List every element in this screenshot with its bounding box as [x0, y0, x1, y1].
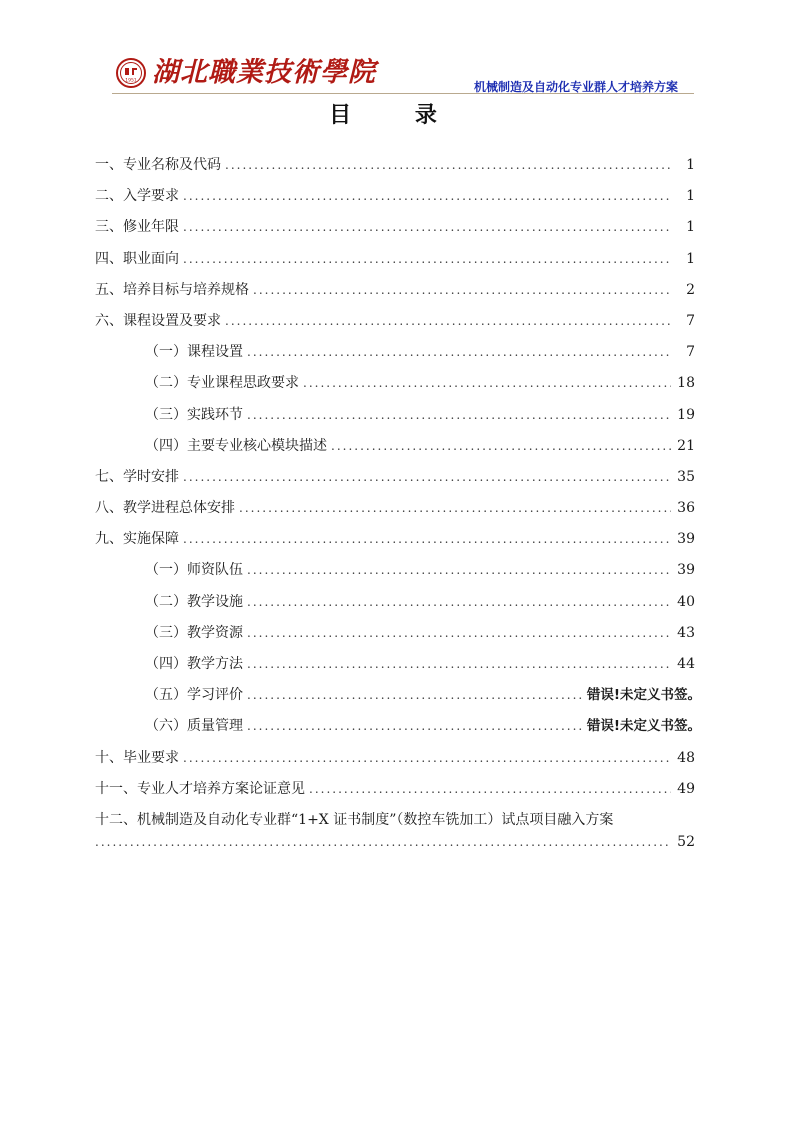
dot-leader	[225, 306, 671, 337]
toc-entry-page: 1	[686, 157, 695, 173]
toc-subentry-9-2[interactable]	[95, 587, 701, 618]
toc-entry-6[interactable]	[95, 306, 701, 337]
toc-entry-page-error: 错误!未定义书签。	[586, 687, 701, 704]
toc-entry-label: （一）课程设置	[145, 344, 243, 361]
toc-subentry-9-5[interactable]	[95, 680, 701, 711]
toc-entry-page: 52	[677, 833, 695, 850]
toc-entry-1[interactable]	[95, 150, 701, 181]
dot-leader	[225, 150, 671, 181]
toc-entry-label: 四、职业面向	[95, 250, 179, 267]
dot-leader	[183, 743, 671, 774]
toc-subentry-6-1[interactable]	[95, 337, 701, 368]
toc-entry-label: （三）实践环节	[145, 406, 243, 423]
dot-leader	[183, 244, 671, 275]
toc-entry-page: 7	[686, 312, 695, 329]
toc-entry-page-error: 错误!未定义书签。	[586, 718, 701, 735]
dot-leader	[95, 831, 671, 853]
toc-entry-label: 五、培养目标与培养规格	[95, 281, 249, 298]
dot-leader	[331, 431, 671, 462]
toc-entry-page: 21	[677, 437, 695, 454]
toc-subentry-9-3[interactable]	[95, 618, 701, 649]
dot-leader	[247, 711, 583, 742]
toc-entry-page: 39	[677, 562, 695, 579]
toc-entry-label: 三、修业年限	[95, 219, 179, 236]
dot-leader	[247, 680, 583, 711]
toc-entry-page: 1	[686, 250, 695, 267]
toc-entry-label: （一）师资队伍	[145, 562, 243, 579]
school-name-logo: 湖北職業技術學院	[152, 57, 376, 88]
toc-entry-page: 1	[686, 188, 695, 205]
dot-leader	[303, 368, 671, 399]
dot-leader	[247, 587, 671, 618]
dot-leader	[183, 462, 671, 493]
toc-subentry-9-1[interactable]	[95, 555, 701, 586]
toc-entry-label: 六、课程设置及要求	[95, 312, 221, 329]
toc-subentry-6-2[interactable]	[95, 368, 701, 399]
toc-entry-page: 19	[677, 406, 695, 423]
toc-entry-10[interactable]	[95, 743, 701, 774]
toc-entry-page: 40	[677, 593, 695, 610]
dot-leader	[183, 524, 671, 555]
toc-entry-label: 十一、专业人才培养方案论证意见	[95, 780, 305, 797]
toc-entry-label: 八、教学进程总体安排	[95, 500, 235, 517]
toc-entry-label: （二）教学设施	[145, 593, 243, 610]
toc-entry-label: （四）主要专业核心模块描述	[145, 437, 327, 454]
toc-entry-9[interactable]	[95, 524, 701, 555]
toc-entry-page: 18	[677, 375, 695, 392]
toc-entry-label: 十二、机械制造及自动化专业群“1+X 证书制度”（数控车铣加工）试点项目融入方案	[95, 811, 614, 828]
toc-entry-label: 一、专业名称及代码	[95, 157, 221, 173]
seal-year: 1951	[125, 78, 137, 84]
toc-entry-label: （二）专业课程思政要求	[145, 375, 299, 392]
toc-entry-11[interactable]	[95, 774, 701, 805]
toc-entry-page: 36	[677, 500, 695, 517]
dot-leader	[247, 649, 671, 680]
dot-leader	[247, 618, 671, 649]
toc-entry-label: 二、入学要求	[95, 188, 179, 205]
dot-leader	[247, 555, 671, 586]
toc-entry-label: 九、实施保障	[95, 531, 179, 548]
dot-leader	[247, 337, 671, 368]
toc-entry-page: 43	[677, 624, 695, 641]
toc-entry-4[interactable]	[95, 244, 701, 275]
toc-entry-label: （四）教学方法	[145, 656, 243, 672]
toc-entry-page: 35	[677, 468, 695, 485]
toc-entry-page: 49	[677, 780, 695, 797]
toc-title: 目 录	[329, 103, 465, 128]
toc-entry-label: 七、学时安排	[95, 468, 179, 485]
toc-entry-5[interactable]	[95, 275, 701, 306]
toc-entry-page: 7	[686, 344, 695, 361]
toc-entry-8[interactable]	[95, 493, 701, 524]
toc-entry-page: 1	[686, 219, 695, 236]
toc-entry-12[interactable]	[95, 805, 701, 853]
table-of-contents	[95, 150, 701, 853]
toc-entry-label: （五）学习评价	[145, 687, 243, 704]
toc-entry-label: （六）质量管理	[145, 718, 243, 735]
toc-entry-3[interactable]	[95, 212, 701, 243]
school-seal-icon	[116, 58, 146, 88]
toc-subentry-6-4[interactable]	[95, 431, 701, 462]
toc-entry-label: （三）教学资源	[145, 624, 243, 641]
toc-entry-2[interactable]	[95, 181, 701, 212]
dot-leader	[183, 212, 671, 243]
toc-entry-page: 48	[677, 749, 695, 766]
toc-subentry-9-4[interactable]	[95, 649, 701, 680]
document-title: 机械制造及自动化专业群人才培养方案	[474, 80, 679, 94]
dot-leader	[239, 493, 671, 524]
dot-leader	[253, 275, 671, 306]
dot-leader	[183, 181, 671, 212]
toc-subentry-9-6[interactable]	[95, 711, 701, 742]
toc-entry-page: 2	[686, 281, 695, 298]
toc-entry-label: 十、毕业要求	[95, 749, 179, 766]
toc-entry-page: 39	[677, 531, 695, 548]
dot-leader	[309, 774, 671, 805]
page-header	[0, 0, 794, 92]
dot-leader	[247, 400, 671, 431]
toc-entry-7[interactable]	[95, 462, 701, 493]
toc-entry-page: 44	[677, 656, 695, 672]
header-divider	[112, 93, 694, 94]
toc-subentry-6-3[interactable]	[95, 400, 701, 431]
